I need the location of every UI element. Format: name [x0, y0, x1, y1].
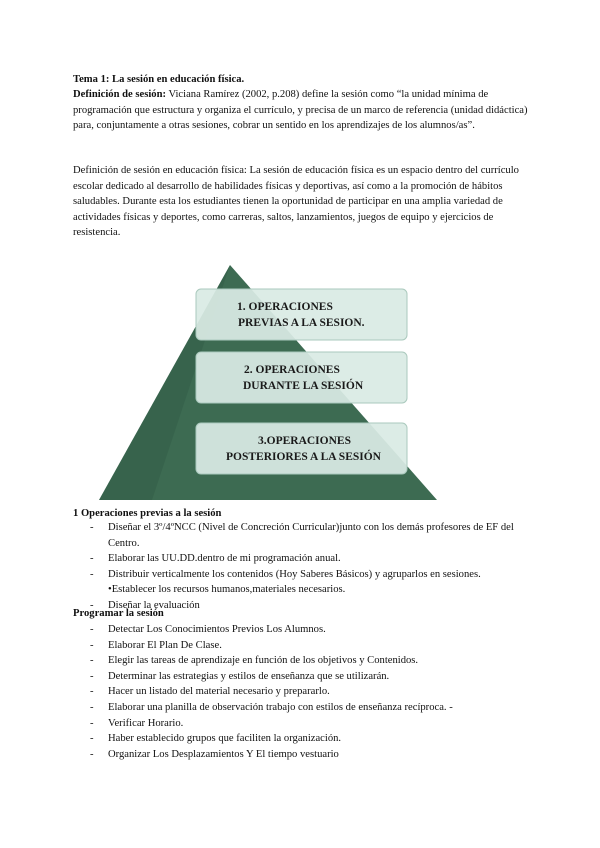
session-pyramid-diagram: [92, 262, 444, 502]
section-2-list: [73, 622, 528, 762]
list-item: - Elaborar El Plan De Clase.: [73, 638, 528, 654]
list-item: - Elaborar una planilla de observación trabajo con estilos de enseñanza recíproca. -: [73, 700, 528, 716]
list-item: - Elegir las tareas de aprendizaje en función de los objetivos y Contenidos.: [73, 653, 528, 669]
definition-label: Definición de sesión:: [73, 89, 166, 100]
section-1-heading: 1 Operaciones previas a la sesión: [73, 508, 222, 519]
list-item: - Distribuir verticalmente los contenidos (Hoy Saberes Básicos) y agruparlos en sesiones.: [73, 567, 528, 583]
list-item: - Haber establecido grupos que faciliten la organización.: [73, 731, 528, 747]
pyramid-level-1-line1: 1. OPERACIONES: [237, 301, 333, 313]
list-item-continuation: •Establecer los recursos humanos,materiales necesarios.: [108, 584, 346, 596]
pyramid-level-1-line2: PREVIAS A LA SESION.: [238, 317, 365, 329]
section-2-heading: Programar la sesión: [73, 608, 164, 619]
pyramid-level-2-box: [196, 352, 407, 403]
pyramid-level-2-line1: 2. OPERACIONES: [244, 364, 340, 376]
list-item: - Elaborar las UU.DD.dentro de mi programación anual.: [73, 551, 528, 567]
pyramid-level-3-line1: 3.OPERACIONES: [258, 435, 351, 447]
definition-paragraph-2: Definición de sesión en educación física: La sesión de educación física es un espacio dentro del currículo escolar dedicado al desarrollo de habilidades físicas y deportivas, así como a la promoción de hábitos saludables. Durante esta los estudiantes tienen la oportunidad de participar en una amplia variedad de actividades físicas y deportes, como carreras, saltos, lanzamientos, juegos de equipo y ejercicios de resistencia.: [73, 165, 519, 239]
list-item: - Verificar Horario.: [73, 716, 528, 732]
section-1-list: [73, 520, 528, 614]
list-item: - Diseñar la evaluación: [73, 598, 528, 614]
list-item: - Organizar Los Desplazamientos Y El tiempo vestuario: [73, 747, 528, 763]
list-item: - Detectar Los Conocimientos Previos Los Alumnos.: [73, 622, 528, 638]
pyramid-level-3-box: [196, 423, 407, 474]
definition-paragraph-1: [73, 87, 528, 134]
definition-text: Viciana Ramírez (2002, p.208) define la sesión como “la unidad mínima de programación que estructura y organiza el currículo, y precisa de un marco de referencia (unidad didáctica) para, conjuntamente a otras sesiones, cobrar un sentido en los aprendizajes de los alumnos/as”.: [73, 89, 528, 132]
pyramid-level-1-box: [196, 289, 407, 340]
pyramid-level-2-line2: DURANTE LA SESIÓN: [243, 380, 364, 392]
pyramid-level-3-line2: POSTERIORES A LA SESIÓN: [226, 451, 381, 463]
document-title: Tema 1: La sesión en educación física.: [73, 74, 245, 85]
list-item: - Determinar las estrategias y estilos de enseñanza que se utilizarán.: [73, 669, 528, 685]
list-item: - Hacer un listado del material necesario y prepararlo.: [73, 684, 528, 700]
list-item: - Diseñar el 3º/4ºNCC (Nivel de Concreción Curricular)junto con los demás profesores de EF del Centro.: [73, 520, 528, 551]
